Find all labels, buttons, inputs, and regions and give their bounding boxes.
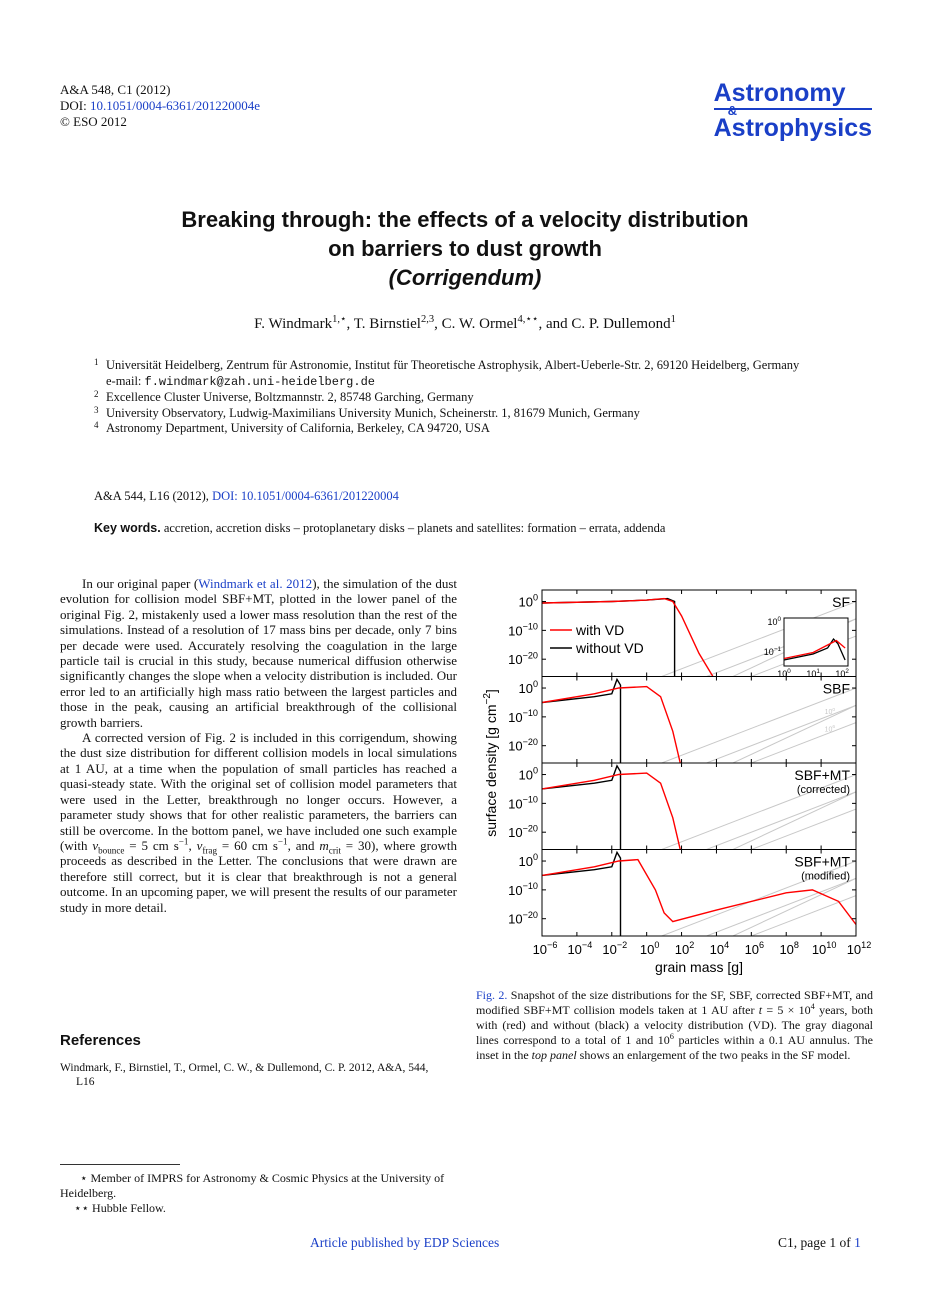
legend-label-without-vd: without VD xyxy=(576,640,644,656)
caption-text-d: shows an enlargement of the two peaks in the SF model. xyxy=(576,1048,851,1062)
unit-exponent: −1 xyxy=(178,836,189,847)
journal-info xyxy=(60,82,260,130)
keywords xyxy=(94,521,665,536)
doi-line xyxy=(60,98,260,114)
series-group xyxy=(542,766,682,855)
series-line-without-vd xyxy=(542,766,621,855)
affiliations xyxy=(94,358,854,437)
x-tick-label xyxy=(745,940,765,957)
tick-base: 10 xyxy=(824,708,833,716)
keywords-text: accretion, accretion disks – protoplanetary disks – planets and satellites: formation – errata, addenda xyxy=(160,521,666,535)
tick-exponent: 0 xyxy=(532,765,538,776)
affiliation-text: Universität Heidelberg, Zentrum für Astronomie, Institut für Theoretische Astrophysik, Albert-Ueberle-Str. 2, 69120 Heidelberg, Germany xyxy=(106,358,800,372)
tick-exponent: −2 xyxy=(616,940,628,951)
page-number xyxy=(778,1235,861,1251)
journal-logo xyxy=(714,80,872,143)
panel-note: (modified) xyxy=(801,870,850,883)
p1-text-b: ), the simulation of the dust evolution for collision model SBF+MT, plotted in the lower panel of the original Fig. 2, mistakenly used a lower mass resolution than the rest of the simulations. Instead of a resolution of 17 mass bins per decade, only 7 bins per decade were used. Accurately resolving the coagulation in the large particle tail is crucial in this study, because numerical diffusion otherwise significantly changes the slope when a velocity distribution is included. Our error led to an artificially high mass ratio between the largest particles and those in the peak, causing an artificial breakthrough of the collisional growth barriers. xyxy=(60,576,457,730)
title-line1: Breaking through: the effects of a velocity distribution xyxy=(181,207,749,232)
separator: , xyxy=(188,837,197,853)
footnote-text: Member of IMPRS for Astronomy & Cosmic Physics at the University of Heidelberg. xyxy=(60,1171,445,1200)
y-label-end: ] xyxy=(483,689,499,694)
affiliation-text: University Observatory, Ludwig-Maximilians University Munich, Scheinerstr. 1, 81679 Munich, Germany xyxy=(106,405,640,420)
title-line3: (Corrigendum) xyxy=(388,265,542,290)
reference-item: Windmark, F., Birnstiel, T., Ormel, C. W., & Dullemond, C. P. 2012, A&A, 544, xyxy=(60,1062,429,1074)
y-tick-label xyxy=(508,650,538,667)
tick-exponent: −20 xyxy=(522,823,538,834)
t-exponent: 4 xyxy=(810,1002,815,1011)
y-label-text: surface density [g cm xyxy=(483,704,499,837)
tick-base: 10 xyxy=(674,942,690,957)
x-tick-label xyxy=(533,940,558,957)
y-tick-label xyxy=(508,622,538,639)
x-tick-label xyxy=(602,940,627,957)
footnote-1 xyxy=(60,1171,457,1201)
tick-base: 10 xyxy=(639,942,655,957)
series-line-without-vd xyxy=(542,852,621,941)
caption-text-b: years, both with (red) and without (black) a velocity distribution (VD). The gray diagonal lines correspond to a total of 1 and 10 xyxy=(476,1003,873,1047)
email-address[interactable]: f.windmark@zah.uni-heidelberg.de xyxy=(144,374,375,389)
series-group xyxy=(542,679,682,768)
footnote-text: Hubble Fellow. xyxy=(92,1201,166,1215)
y-tick-label xyxy=(508,708,538,725)
figure-caption xyxy=(476,988,873,1063)
y-tick-label xyxy=(508,910,538,927)
unit-exponent: −1 xyxy=(277,836,288,847)
publisher-text[interactable]: Article published by EDP Sciences xyxy=(310,1235,500,1250)
tick-exponent: −20 xyxy=(522,650,538,661)
chart-legend xyxy=(550,622,644,656)
inset-x-tick-label xyxy=(806,668,820,679)
tick-base: 10 xyxy=(811,942,827,957)
tick-exponent: 2 xyxy=(689,940,695,951)
v-bounce-sub: bounce xyxy=(98,845,125,856)
and-text: , and xyxy=(287,837,320,853)
series-line-with-vd xyxy=(542,773,682,855)
panel-title: SBF+MT xyxy=(794,853,850,870)
tick-base: 10 xyxy=(835,669,846,679)
publisher-link[interactable] xyxy=(310,1235,499,1251)
inset-chart xyxy=(764,616,850,679)
y-tick-label xyxy=(508,823,538,840)
affiliation-text: Astronomy Department, University of California, Berkeley, CA 94720, USA xyxy=(106,421,490,435)
paper-title xyxy=(0,205,930,292)
m-crit-sub: crit xyxy=(328,845,341,856)
title-line2: on barriers to dust growth xyxy=(328,236,602,261)
doi-link[interactable]: 10.1051/0004-6361/201220004e xyxy=(89,98,261,113)
tick-base: 10 xyxy=(846,942,862,957)
tick-exponent: 0 xyxy=(532,679,538,690)
x-tick-label xyxy=(847,940,872,957)
author-4: , and C. P. Dullemond xyxy=(538,316,671,332)
footnote-mark: ⋆ xyxy=(80,1171,88,1185)
y-tick-label xyxy=(518,852,538,869)
tick-base: 10 xyxy=(508,709,523,725)
y-tick-label xyxy=(518,766,538,783)
y-tick-label xyxy=(508,737,538,754)
tick-base: 10 xyxy=(777,669,788,679)
page-link[interactable]: 1 xyxy=(854,1235,861,1250)
tick-base: 10 xyxy=(518,854,533,870)
author-3-sup: 4,⋆⋆ xyxy=(517,314,539,325)
y-label-exponent: −2 xyxy=(482,693,493,705)
caption-text-a: Snapshot of the size distributions for the SF, SBF, corrected SBF+MT, and modified SBF+MT collision models taken at 1 AU after xyxy=(476,988,874,1017)
affiliation-number: 2 xyxy=(94,389,99,399)
v-frag-sub: frag xyxy=(202,845,218,856)
p2-text-a: A corrected version of Fig. 2 is included in this corrigendum, showing the dust size distribution for different collision models in local simulations at 1 AU, at a time when the population of small particles has reached a quasi-steady state. With the original set of collision model parameters that were used in the Letter, breakthrough no longer occurs. However, a parameter study shows that for other realistic parameters, the barriers can still be overcome. In the bottom panel, we have included one such example (with xyxy=(60,730,457,853)
panel-title: SBF xyxy=(822,680,850,697)
tick-exponent: −4 xyxy=(581,940,593,951)
v-frag-symbol: v xyxy=(196,837,203,853)
tick-exponent: −10 xyxy=(522,621,538,632)
v-frag-value: = 60 cm s xyxy=(217,837,278,853)
footnote-mark: ⋆⋆ xyxy=(74,1201,90,1215)
gray-line-label xyxy=(825,707,836,716)
tick-exponent: −10 xyxy=(522,881,538,892)
tick-exponent: 0 xyxy=(532,592,538,603)
references-heading: References xyxy=(60,1032,141,1049)
t-symbol: t xyxy=(758,1003,763,1017)
panel-frame xyxy=(542,677,856,764)
affiliation-4 xyxy=(94,421,854,437)
x-tick-label xyxy=(812,940,837,957)
x-tick-label xyxy=(710,940,730,957)
tick-base: 10 xyxy=(779,942,794,957)
caption-text-c: particles within a 0.1 AU annulus. The inset in the xyxy=(476,1033,873,1062)
affiliation-text: Excellence Cluster Universe, Boltzmannstr. 2, 85748 Garching, Germany xyxy=(106,390,474,404)
logo-amp: & xyxy=(727,103,737,118)
v-bounce-value: = 5 cm s xyxy=(124,837,179,853)
tick-base: 10 xyxy=(508,882,523,898)
inset-x-tick-label xyxy=(835,668,849,679)
affiliation-3 xyxy=(94,406,854,422)
y-tick-label xyxy=(518,593,538,610)
tick-exponent: 10 xyxy=(826,940,837,951)
email-label: e-mail: xyxy=(106,373,145,388)
m-crit-symbol: m xyxy=(319,837,329,853)
tick-base: 10 xyxy=(508,796,523,812)
tick-exponent: 2 xyxy=(845,667,849,675)
n-exponent: 6 xyxy=(669,1032,674,1041)
tick-base: 10 xyxy=(508,825,523,841)
reference-item-cont: L16 xyxy=(76,1076,95,1088)
citation: A&A 548, C1 (2012) xyxy=(60,82,171,97)
tick-base: 10 xyxy=(508,652,523,668)
tick-exponent: 6 xyxy=(832,725,836,731)
inset-x-tick-label xyxy=(777,668,791,679)
tick-base: 10 xyxy=(532,942,548,957)
affiliation-number: 4 xyxy=(94,420,99,430)
p1-text-a: In our original paper ( xyxy=(82,576,199,591)
legend-label-with-vd: with VD xyxy=(576,622,625,638)
y-tick-label xyxy=(508,795,538,812)
logo-line1: Astronomy xyxy=(714,80,872,110)
tick-exponent: 4 xyxy=(724,940,730,951)
p2-text-b: = 30), where growth proceeds as described in the Letter. The conclusions that were drawn are therefore still correct, but it is clear that breakthrough is not a general outcome. In an upcoming paper, we will present the results of our parameter study in more detail. xyxy=(60,837,457,915)
chart-root xyxy=(482,590,871,976)
y-axis-label xyxy=(482,689,499,837)
affiliation-1 xyxy=(94,358,854,374)
panel-note: (corrected) xyxy=(796,784,850,796)
original-doi-link[interactable]: DOI: 10.1051/0004-6361/201220004 xyxy=(212,489,399,503)
figure-label[interactable]: Fig. 2. xyxy=(476,988,508,1002)
tick-exponent: −20 xyxy=(522,736,538,747)
chart-panel-4 xyxy=(508,850,856,977)
tick-base: 10 xyxy=(508,738,523,754)
tick-base: 10 xyxy=(767,617,778,627)
t-value: = 5 × 10 xyxy=(762,1003,811,1017)
tick-base: 10 xyxy=(508,911,523,927)
tick-base: 10 xyxy=(518,681,533,697)
inset-y-tick-label xyxy=(767,616,781,627)
x-tick-label xyxy=(675,940,695,957)
affiliation-2 xyxy=(94,390,854,406)
x-tick-label xyxy=(779,940,799,957)
tick-exponent: 0 xyxy=(777,615,781,623)
tick-base: 10 xyxy=(518,767,533,783)
email-line xyxy=(94,374,854,391)
tick-base: 10 xyxy=(602,942,617,957)
gray-line-label xyxy=(825,724,836,733)
x-tick-label xyxy=(567,940,592,957)
tick-exponent: 0 xyxy=(832,707,836,713)
tick-exponent: 8 xyxy=(793,940,799,951)
author-2: , T. Birnstiel xyxy=(346,316,421,332)
tick-base: 10 xyxy=(567,942,582,957)
tick-base: 10 xyxy=(709,942,725,957)
chart-panel-1 xyxy=(508,590,856,717)
original-ref-text: A&A 544, L16 (2012), xyxy=(94,489,213,503)
panel-title: SF xyxy=(832,594,850,610)
tick-exponent: 12 xyxy=(861,940,872,951)
affiliation-number: 3 xyxy=(94,404,99,415)
tick-base: 10 xyxy=(806,669,817,679)
tick-exponent: −1 xyxy=(773,645,781,653)
original-reference xyxy=(94,489,399,504)
x-axis-label: grain mass [g] xyxy=(655,959,743,975)
paragraph-1 xyxy=(60,576,457,730)
authors xyxy=(0,316,930,333)
tick-exponent: −10 xyxy=(522,708,538,719)
affiliation-number: 1 xyxy=(94,357,99,367)
caption-emphasis: top panel xyxy=(531,1048,577,1062)
references-list xyxy=(60,1061,457,1089)
body-text xyxy=(60,576,457,915)
citation-link[interactable]: Windmark et al. 2012 xyxy=(198,576,313,591)
tick-exponent: −20 xyxy=(522,909,538,920)
y-tick-label xyxy=(508,881,538,898)
x-tick-label xyxy=(640,940,660,957)
page-text: C1, page 1 of xyxy=(778,1235,855,1250)
logo-line2: Astrophysics xyxy=(713,114,872,142)
author-1-sup: 1,⋆ xyxy=(332,314,347,325)
tick-exponent: 1 xyxy=(816,667,820,675)
keywords-label: Key words. xyxy=(94,521,161,535)
tick-exponent: 0 xyxy=(654,940,660,951)
v-bounce-symbol: v xyxy=(92,837,99,853)
footnote-rule xyxy=(60,1164,180,1165)
author-4-sup: 1 xyxy=(670,314,676,325)
copyright: © ESO 2012 xyxy=(60,114,127,129)
tick-base: 10 xyxy=(824,726,833,734)
panel-title: SBF+MT xyxy=(794,767,850,783)
tick-exponent: −10 xyxy=(522,794,538,805)
tick-exponent: −6 xyxy=(547,940,558,951)
tick-exponent: 0 xyxy=(532,852,538,863)
tick-base: 10 xyxy=(508,623,523,639)
tick-base: 10 xyxy=(518,594,533,610)
tick-base: 10 xyxy=(744,942,760,957)
footnote-2 xyxy=(60,1201,457,1216)
figure-2-chart xyxy=(476,578,876,980)
paragraph-2 xyxy=(60,730,457,915)
author-1: F. Windmark xyxy=(254,316,333,332)
footnotes xyxy=(60,1171,457,1216)
y-tick-label xyxy=(518,679,538,696)
author-3: , C. W. Ormel xyxy=(434,316,518,332)
tick-exponent: 0 xyxy=(787,667,791,675)
tick-exponent: 6 xyxy=(759,940,765,951)
author-2-sup: 2,3 xyxy=(420,314,435,325)
doi-label: DOI: xyxy=(60,98,87,113)
series-line-without-vd xyxy=(542,679,621,768)
series-line-with-vd xyxy=(542,687,682,769)
tick-base: 10 xyxy=(763,647,774,657)
